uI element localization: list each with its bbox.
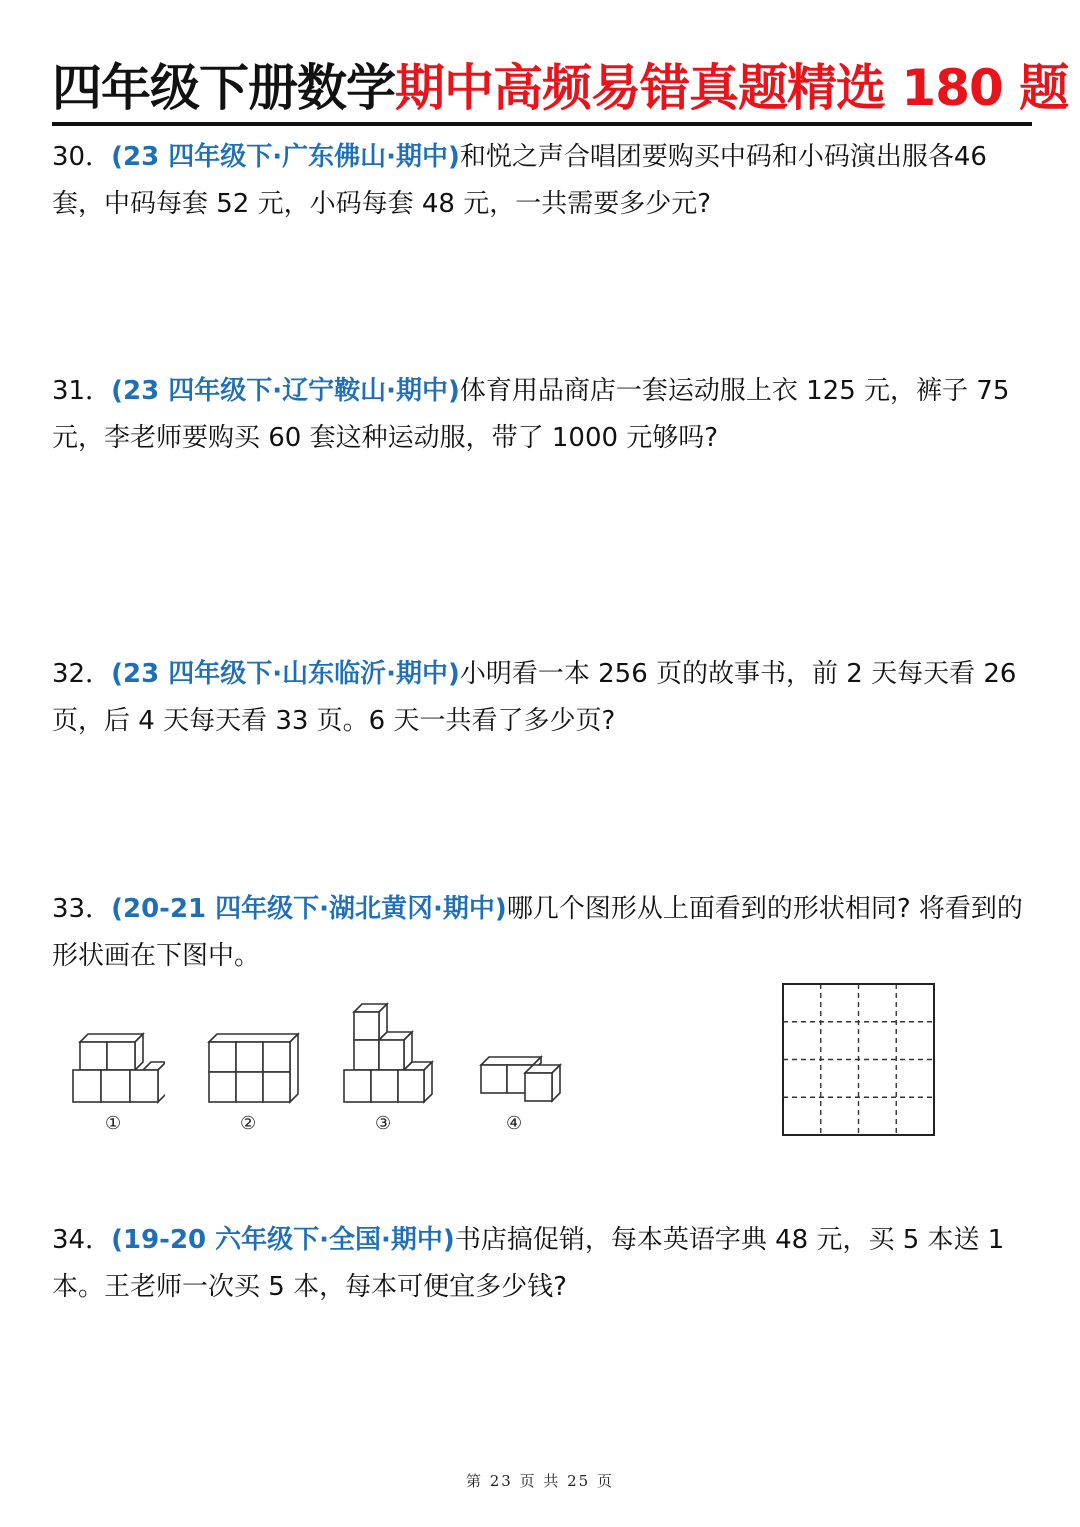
cube-stack-figure-1 (70, 1030, 165, 1105)
cube-figures (60, 1000, 620, 1150)
figure-label-1: ① (105, 1113, 122, 1134)
page-header (52, 52, 1069, 124)
question-source: (23 四年级下·广东佛山·期中) (111, 142, 460, 172)
title-black-part: 四年级下册数学 (52, 59, 395, 117)
question-30 (52, 134, 1032, 228)
question-32 (52, 651, 1032, 745)
question-31 (52, 368, 1032, 462)
question-text: 哪几个图形从上面看到的形状相同? 将看到的形状画在下图中。 (52, 894, 1023, 971)
cube-stack-figure-3 (340, 1002, 435, 1105)
title-underline (52, 122, 1032, 126)
figure-label-3: ③ (375, 1113, 392, 1134)
cube-stack-figure-2 (205, 1030, 300, 1105)
question-text: 小明看一本 256 页的故事书，前 2 天每天看 26 页，后 4 天每天看 33 页。6 天一共看了多少页? (52, 659, 1017, 736)
figure-label-4: ④ (506, 1113, 523, 1134)
title-red-part: 期中高频易错真题精选 180 题 (395, 59, 1069, 117)
question-text: 体育用品商店一套运动服上衣 125 元，裤子 75 元，李老师要购买 60 套这种运动服，带了 1000 元够吗? (52, 376, 1010, 453)
question-number: 31． (52, 376, 112, 406)
figure-label-2: ② (240, 1113, 257, 1134)
question-source: (19-20 六年级下·全国·期中) (111, 1225, 455, 1255)
question-number: 32． (52, 659, 112, 689)
question-number: 34． (52, 1225, 112, 1255)
question-source: (23 四年级下·辽宁鞍山·期中) (111, 376, 460, 406)
question-source: (23 四年级下·山东临沂·期中) (111, 659, 460, 689)
question-text: 书店搞促销，每本英语字典 48 元，买 5 本送 1 本。王老师一次买 5 本，每本可便宜多少钱? (52, 1225, 1005, 1302)
cube-stack-figure-4 (478, 1055, 563, 1105)
question-number: 30． (52, 142, 112, 172)
page-footer: 第 23 页 共 25 页 (465, 1472, 614, 1490)
question-33 (52, 886, 1032, 980)
question-text: 和悦之声合唱团要购买中码和小码演出服各46 套，中码每套 52 元，小码每套 48 元，一共需要多少元? (52, 142, 987, 219)
question-number: 33． (52, 894, 112, 924)
question-source: (20-21 四年级下·湖北黄冈·期中) (111, 894, 507, 924)
question-34 (52, 1217, 1032, 1311)
drawing-grid[interactable] (782, 983, 935, 1136)
page-title (52, 52, 1069, 124)
